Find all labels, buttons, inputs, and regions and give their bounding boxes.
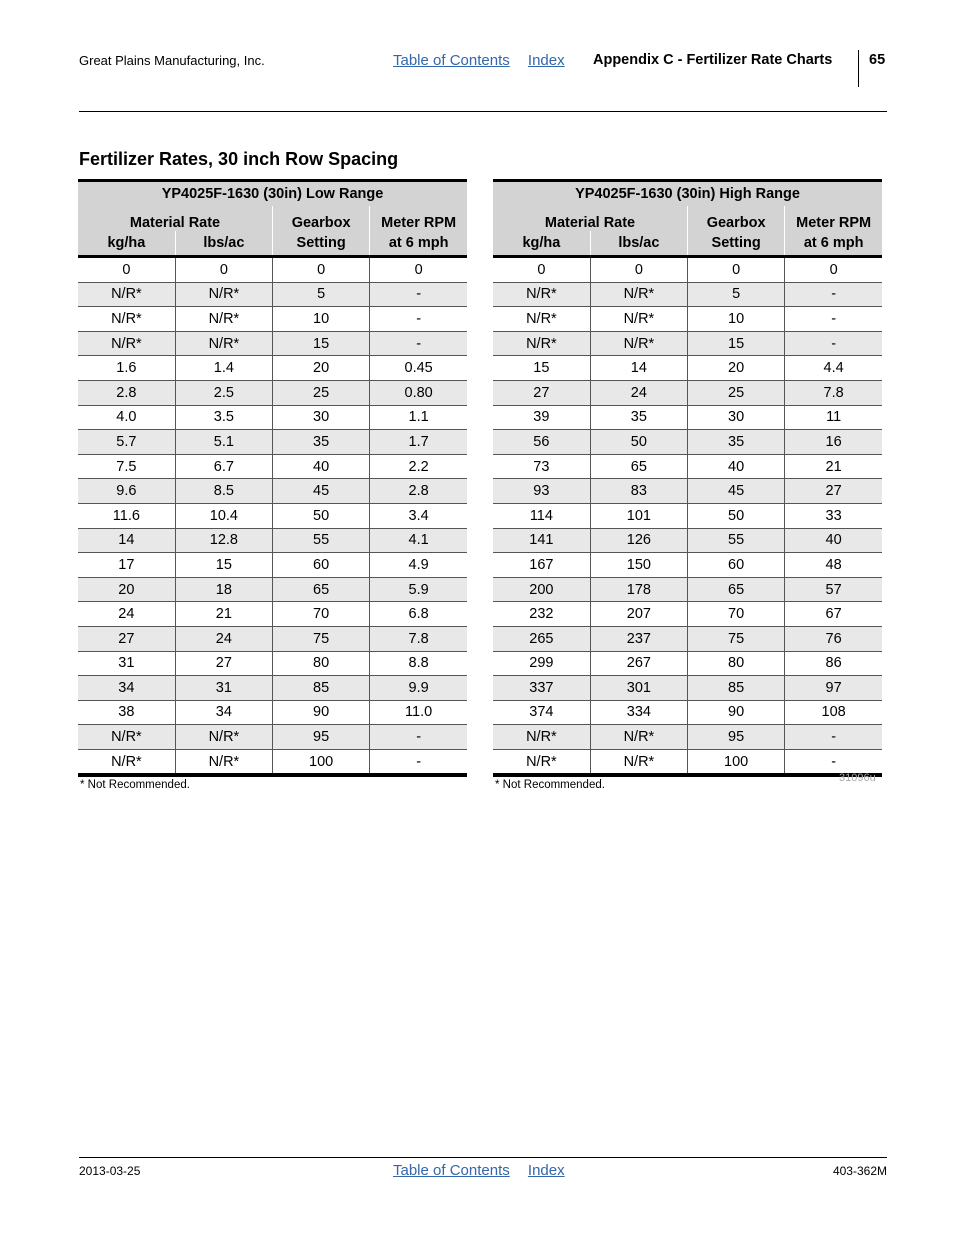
table-row (493, 356, 882, 381)
table-row (78, 602, 467, 627)
table-cell: N/R* (493, 749, 590, 775)
table-cell: 75 (273, 626, 370, 651)
table-cell: N/R* (493, 307, 590, 332)
header-at6mph: at 6 mph (785, 231, 882, 257)
table-cell: 0 (688, 257, 785, 283)
page-number: 65 (869, 52, 886, 68)
table-cell: 0 (785, 257, 882, 283)
table-cell: - (370, 725, 467, 750)
footnote: * Not Recommended. (495, 779, 605, 791)
table-cell: N/R* (78, 725, 175, 750)
table-cell: N/R* (590, 749, 687, 775)
table-cell: 60 (273, 553, 370, 578)
table-cell: N/R* (590, 331, 687, 356)
table-cell: 299 (493, 651, 590, 676)
table-cell: 4.9 (370, 553, 467, 578)
footer-rule (79, 1157, 887, 1158)
table-cell: - (370, 331, 467, 356)
table-cell: 7.5 (78, 454, 175, 479)
table-cell: N/R* (175, 282, 272, 307)
table-cell: 20 (688, 356, 785, 381)
table-row (78, 553, 467, 578)
table-row (493, 602, 882, 627)
table-cell: 265 (493, 626, 590, 651)
table-cell: 301 (590, 676, 687, 701)
table-row (78, 331, 467, 356)
table-cell: 9.6 (78, 479, 175, 504)
table-cell: 8.5 (175, 479, 272, 504)
company-name: Great Plains Manufacturing, Inc. (79, 53, 265, 68)
table-cell: N/R* (493, 725, 590, 750)
table-cell: 11 (785, 405, 882, 430)
table-cell: 70 (688, 602, 785, 627)
table-cell: 85 (273, 676, 370, 701)
header-lbsac: lbs/ac (590, 231, 687, 257)
table-cell: 4.4 (785, 356, 882, 381)
table-cell: 31 (78, 651, 175, 676)
header-meter-rpm: Meter RPM (370, 206, 467, 231)
table-row (493, 725, 882, 750)
table-row (493, 700, 882, 725)
table-cell: 0 (273, 257, 370, 283)
table-cell: 65 (688, 577, 785, 602)
table-cell: 55 (273, 528, 370, 553)
table-cell: 167 (493, 553, 590, 578)
table-cell: 8.8 (370, 651, 467, 676)
table-cell: 20 (273, 356, 370, 381)
table-row (493, 503, 882, 528)
table-cell: 50 (688, 503, 785, 528)
table-cell: 2.2 (370, 454, 467, 479)
table-row (78, 528, 467, 553)
table-cell: 21 (175, 602, 272, 627)
table-cell: 27 (785, 479, 882, 504)
table-row (493, 626, 882, 651)
table-cell: 17 (78, 553, 175, 578)
table-row (78, 503, 467, 528)
table-row (493, 676, 882, 701)
table-row (78, 725, 467, 750)
table-cell: 56 (493, 430, 590, 455)
table-cell: 35 (590, 405, 687, 430)
header-divider (858, 50, 859, 87)
header-rule (79, 111, 887, 112)
table-cell: 267 (590, 651, 687, 676)
table-cell: 334 (590, 700, 687, 725)
high-range-body (493, 257, 882, 776)
table-cell: 86 (785, 651, 882, 676)
table-row (78, 257, 467, 283)
table-row (78, 380, 467, 405)
table-cell: 60 (688, 553, 785, 578)
table-cell: - (785, 307, 882, 332)
table-row (493, 257, 882, 283)
table-row (493, 479, 882, 504)
table-cell: 73 (493, 454, 590, 479)
appendix-title: Appendix C - Fertilizer Rate Charts (593, 52, 833, 68)
table-cell: 40 (273, 454, 370, 479)
table-cell: 95 (273, 725, 370, 750)
table-cell: 31 (175, 676, 272, 701)
table-cell: 141 (493, 528, 590, 553)
table-cell: 45 (688, 479, 785, 504)
table-cell: 15 (273, 331, 370, 356)
table-cell: 40 (785, 528, 882, 553)
table-cell: 83 (590, 479, 687, 504)
table-cell: 21 (785, 454, 882, 479)
table-cell: 97 (785, 676, 882, 701)
header-lbsac: lbs/ac (175, 231, 272, 257)
table-cell: 75 (688, 626, 785, 651)
table-cell: - (370, 282, 467, 307)
table-cell: 9.9 (370, 676, 467, 701)
table-row (493, 454, 882, 479)
table-cell: 90 (273, 700, 370, 725)
table-cell: 50 (273, 503, 370, 528)
figure-code: 31096u (839, 772, 876, 784)
table-cell: 10.4 (175, 503, 272, 528)
table-cell: - (370, 307, 467, 332)
table-cell: N/R* (78, 282, 175, 307)
table-cell: 2.8 (78, 380, 175, 405)
table-cell: 15 (175, 553, 272, 578)
table-cell: 5.9 (370, 577, 467, 602)
table-cell: 101 (590, 503, 687, 528)
table-cell: N/R* (78, 749, 175, 775)
table-cell: N/R* (493, 282, 590, 307)
table-cell: - (370, 749, 467, 775)
table-cell: 25 (273, 380, 370, 405)
table-cell: 57 (785, 577, 882, 602)
table-cell: 14 (590, 356, 687, 381)
header-gearbox: Gearbox (688, 206, 785, 231)
header-nav (393, 52, 579, 69)
table-cell: 108 (785, 700, 882, 725)
table-cell: 3.5 (175, 405, 272, 430)
table-cell: 27 (493, 380, 590, 405)
table-cell: 30 (688, 405, 785, 430)
table-cell: 27 (175, 651, 272, 676)
table-cell: 24 (175, 626, 272, 651)
table-cell: 5 (688, 282, 785, 307)
table-cell: N/R* (175, 749, 272, 775)
table-cell: 2.5 (175, 380, 272, 405)
table-cell: N/R* (175, 331, 272, 356)
table-cell: 0.45 (370, 356, 467, 381)
table-cell: 55 (688, 528, 785, 553)
header-setting: Setting (688, 231, 785, 257)
table-cell: 45 (273, 479, 370, 504)
table-cell: 4.0 (78, 405, 175, 430)
table-row (78, 356, 467, 381)
table-cell: 0 (78, 257, 175, 283)
table-cell: 5.1 (175, 430, 272, 455)
table-cell: 24 (590, 380, 687, 405)
high-range-table (493, 179, 882, 777)
table-cell: N/R* (590, 307, 687, 332)
table-cell: 34 (78, 676, 175, 701)
table-cell: 80 (273, 651, 370, 676)
table-cell: 15 (493, 356, 590, 381)
table-cell: 33 (785, 503, 882, 528)
header-setting: Setting (273, 231, 370, 257)
table-cell: N/R* (493, 331, 590, 356)
table-cell: N/R* (590, 725, 687, 750)
table-cell: 35 (688, 430, 785, 455)
table-cell: 30 (273, 405, 370, 430)
table-row (493, 749, 882, 775)
table-cell: 76 (785, 626, 882, 651)
table-cell: 67 (785, 602, 882, 627)
table-cell: N/R* (590, 282, 687, 307)
table-cell: - (785, 749, 882, 775)
table-cell: 232 (493, 602, 590, 627)
table-row (78, 626, 467, 651)
table-cell: 0 (493, 257, 590, 283)
table-cell: 65 (273, 577, 370, 602)
footer-date: 2013-03-25 (79, 1164, 141, 1178)
table-row (78, 577, 467, 602)
table-row (78, 454, 467, 479)
table-cell: - (785, 282, 882, 307)
table-cell: 1.1 (370, 405, 467, 430)
header-gearbox: Gearbox (273, 206, 370, 231)
table-cell: 11.6 (78, 503, 175, 528)
table-cell: 4.1 (370, 528, 467, 553)
table-cell: 237 (590, 626, 687, 651)
table-cell: 5 (273, 282, 370, 307)
table-row (78, 405, 467, 430)
table-row (493, 380, 882, 405)
header-kgha: kg/ha (493, 231, 590, 257)
table-row (78, 430, 467, 455)
table-cell: 15 (688, 331, 785, 356)
table-cell: 1.7 (370, 430, 467, 455)
table-cell: 6.7 (175, 454, 272, 479)
table-cell: 18 (175, 577, 272, 602)
table-row (493, 307, 882, 332)
table-row (78, 282, 467, 307)
footer-doc-number: 403-362M (832, 1164, 887, 1178)
table-cell: 93 (493, 479, 590, 504)
table-cell: 1.6 (78, 356, 175, 381)
footer-toc-link[interactable]: Table of Contents (393, 1162, 510, 1179)
table-cell: 200 (493, 577, 590, 602)
table-cell: 39 (493, 405, 590, 430)
table-cell: 114 (493, 503, 590, 528)
table-cell: 50 (590, 430, 687, 455)
table-cell: 0.80 (370, 380, 467, 405)
header-material-rate: Material Rate (493, 206, 688, 231)
table-cell: N/R* (175, 307, 272, 332)
table-cell: 7.8 (370, 626, 467, 651)
table-cell: 0 (370, 257, 467, 283)
header-at6mph: at 6 mph (370, 231, 467, 257)
header-toc-link[interactable]: Table of Contents (393, 52, 510, 69)
table-cell: N/R* (78, 331, 175, 356)
section-title: Fertilizer Rates, 30 inch Row Spacing (79, 149, 399, 169)
header-meter-rpm: Meter RPM (785, 206, 882, 231)
header-material-rate: Material Rate (78, 206, 273, 231)
table-cell: 80 (688, 651, 785, 676)
table-cell: 20 (78, 577, 175, 602)
table-cell: 16 (785, 430, 882, 455)
table-cell: 150 (590, 553, 687, 578)
table-row (78, 479, 467, 504)
footnote: * Not Recommended. (80, 779, 190, 791)
table-row (78, 749, 467, 775)
table-row (493, 331, 882, 356)
table-cell: 65 (590, 454, 687, 479)
table-cell: 337 (493, 676, 590, 701)
table-row (493, 553, 882, 578)
table-title: YP4025F-1630 (30in) High Range (493, 181, 882, 207)
table-cell: 14 (78, 528, 175, 553)
table-cell: N/R* (78, 307, 175, 332)
table-cell: 85 (688, 676, 785, 701)
table-cell: 100 (688, 749, 785, 775)
table-cell: 70 (273, 602, 370, 627)
table-cell: - (785, 331, 882, 356)
table-cell: 0 (175, 257, 272, 283)
footer-index-link[interactable]: Index (527, 1162, 565, 1179)
table-cell: 100 (273, 749, 370, 775)
table-cell: 178 (590, 577, 687, 602)
table-cell: 374 (493, 700, 590, 725)
table-cell: 25 (688, 380, 785, 405)
table-cell: 5.7 (78, 430, 175, 455)
table-cell: 207 (590, 602, 687, 627)
header-kgha: kg/ha (78, 231, 175, 257)
table-row (493, 651, 882, 676)
table-cell: 3.4 (370, 503, 467, 528)
table-cell: 24 (78, 602, 175, 627)
table-row (493, 577, 882, 602)
table-row (493, 528, 882, 553)
table-cell: 40 (688, 454, 785, 479)
table-cell: 90 (688, 700, 785, 725)
table-row (78, 700, 467, 725)
table-cell: 35 (273, 430, 370, 455)
table-cell: 27 (78, 626, 175, 651)
table-cell: 38 (78, 700, 175, 725)
table-cell: 12.8 (175, 528, 272, 553)
table-cell: 95 (688, 725, 785, 750)
table-cell: 11.0 (370, 700, 467, 725)
table-cell: 10 (273, 307, 370, 332)
table-row (493, 430, 882, 455)
header-index-link[interactable]: Index (527, 52, 565, 69)
table-title: YP4025F-1630 (30in) Low Range (78, 181, 467, 207)
table-row (78, 307, 467, 332)
table-cell: 7.8 (785, 380, 882, 405)
table-cell: 126 (590, 528, 687, 553)
table-cell: 6.8 (370, 602, 467, 627)
table-cell: 2.8 (370, 479, 467, 504)
low-range-table (78, 179, 467, 777)
table-row (78, 651, 467, 676)
table-cell: 10 (688, 307, 785, 332)
table-cell: 34 (175, 700, 272, 725)
table-cell: 1.4 (175, 356, 272, 381)
table-cell: N/R* (175, 725, 272, 750)
table-row (493, 282, 882, 307)
table-cell: - (785, 725, 882, 750)
table-row (493, 405, 882, 430)
footer-nav (393, 1162, 579, 1179)
low-range-body (78, 257, 467, 776)
table-cell: 48 (785, 553, 882, 578)
table-cell: 0 (590, 257, 687, 283)
table-row (78, 676, 467, 701)
